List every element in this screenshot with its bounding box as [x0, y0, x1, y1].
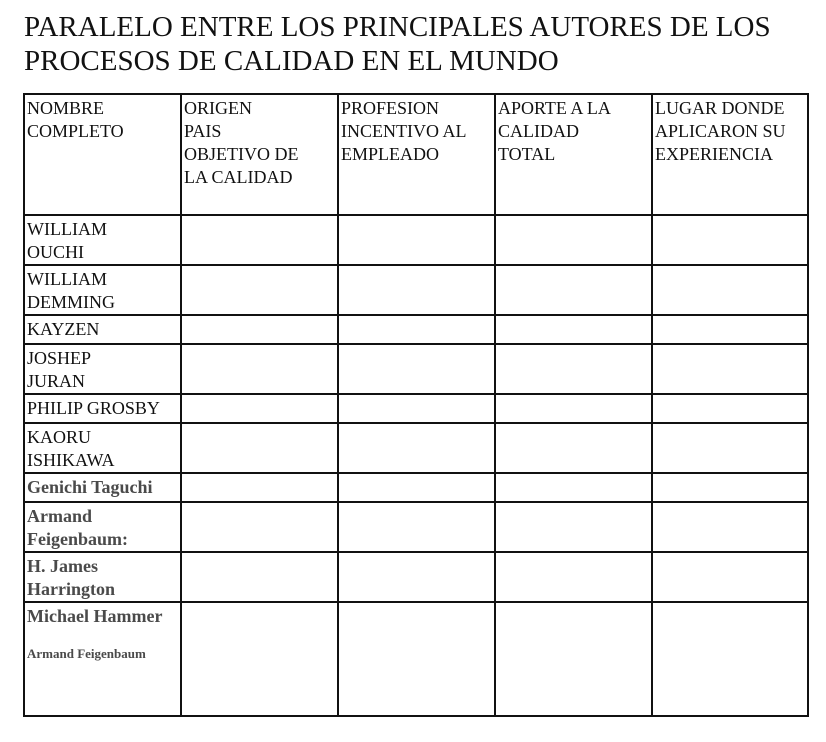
empty-cell	[338, 552, 495, 602]
header-text: EXPERIENCIA	[655, 144, 773, 164]
name-text: Genichi Taguchi	[27, 477, 153, 497]
empty-cell	[181, 265, 338, 315]
empty-cell	[652, 394, 808, 423]
empty-cell	[338, 502, 495, 552]
empty-cell	[495, 602, 652, 716]
name-text: Michael Hammer	[27, 606, 163, 626]
empty-cell	[652, 473, 808, 502]
header-cell-origen	[181, 94, 338, 215]
name-cell	[24, 344, 181, 394]
name-text: JURAN	[27, 371, 86, 391]
header-text: LA CALIDAD	[184, 167, 293, 187]
table-row	[24, 344, 808, 394]
name-cell	[24, 602, 181, 716]
empty-cell	[338, 602, 495, 716]
table-row	[24, 394, 808, 423]
comparison-table	[23, 93, 809, 717]
empty-cell	[495, 423, 652, 473]
empty-cell	[181, 552, 338, 602]
header-text: APLICARON SU	[655, 121, 786, 141]
page-title	[24, 10, 814, 78]
table-row	[24, 315, 808, 344]
name-text: OUCHI	[27, 242, 84, 262]
name-cell	[24, 423, 181, 473]
empty-cell	[338, 394, 495, 423]
empty-cell	[652, 423, 808, 473]
empty-cell	[181, 215, 338, 265]
name-text: H. James	[27, 556, 98, 576]
empty-cell	[495, 502, 652, 552]
header-cell-aporte	[495, 94, 652, 215]
header-text: PAIS	[184, 121, 222, 141]
empty-cell	[652, 602, 808, 716]
table-header-row	[24, 94, 808, 215]
empty-cell	[652, 552, 808, 602]
empty-cell	[338, 265, 495, 315]
header-text: INCENTIVO AL	[341, 121, 467, 141]
table-row	[24, 602, 808, 716]
header-text: OBJETIVO DE	[184, 144, 299, 164]
name-text: PHILIP GROSBY	[27, 398, 160, 418]
empty-cell	[338, 473, 495, 502]
empty-cell	[495, 215, 652, 265]
header-cell-nombre	[24, 94, 181, 215]
empty-cell	[181, 315, 338, 344]
name-text: KAYZEN	[27, 319, 100, 339]
empty-cell	[181, 473, 338, 502]
empty-cell	[338, 315, 495, 344]
table-row	[24, 502, 808, 552]
page-title-line-1: PARALELO ENTRE LOS PRINCIPALES AUTORES DE LOS	[24, 11, 771, 43]
name-text: KAORU	[27, 427, 92, 447]
header-text: LUGAR DONDE	[655, 98, 785, 118]
name-cell	[24, 552, 181, 602]
empty-cell	[652, 315, 808, 344]
header-text: APORTE A LA	[498, 98, 611, 118]
header-text: ORIGEN	[184, 98, 252, 118]
empty-cell	[495, 552, 652, 602]
name-note: Armand Feigenbaum	[27, 646, 146, 661]
name-text: WILLIAM	[27, 269, 107, 289]
empty-cell	[495, 315, 652, 344]
empty-cell	[181, 602, 338, 716]
name-cell	[24, 215, 181, 265]
header-text: CALIDAD	[498, 121, 579, 141]
table-row	[24, 423, 808, 473]
name-text: Armand	[27, 506, 93, 526]
empty-cell	[181, 502, 338, 552]
empty-cell	[338, 344, 495, 394]
name-cell	[24, 473, 181, 502]
table-row	[24, 215, 808, 265]
empty-cell	[652, 344, 808, 394]
table-row	[24, 265, 808, 315]
empty-cell	[495, 473, 652, 502]
empty-cell	[652, 215, 808, 265]
header-text: TOTAL	[498, 144, 556, 164]
name-text: DEMMING	[27, 292, 115, 312]
empty-cell	[338, 215, 495, 265]
empty-cell	[652, 265, 808, 315]
header-text: EMPLEADO	[341, 144, 439, 164]
empty-cell	[181, 394, 338, 423]
name-cell	[24, 315, 181, 344]
name-cell	[24, 502, 181, 552]
empty-cell	[338, 423, 495, 473]
empty-cell	[495, 344, 652, 394]
empty-cell	[495, 265, 652, 315]
header-cell-lugar	[652, 94, 808, 215]
empty-cell	[181, 344, 338, 394]
empty-cell	[181, 423, 338, 473]
name-text: WILLIAM	[27, 219, 107, 239]
header-text: COMPLETO	[27, 121, 124, 141]
name-text: Harrington	[27, 579, 115, 599]
header-text: NOMBRE	[27, 98, 105, 118]
header-cell-profesion	[338, 94, 495, 215]
name-text: JOSHEP	[27, 348, 92, 368]
page-title-line-2: PROCESOS DE CALIDAD EN EL MUNDO	[24, 45, 559, 77]
table-row	[24, 552, 808, 602]
empty-cell	[495, 394, 652, 423]
header-text: PROFESION	[341, 98, 440, 118]
name-cell	[24, 394, 181, 423]
table-row	[24, 473, 808, 502]
name-text: Feigenbaum:	[27, 529, 128, 549]
name-text: ISHIKAWA	[27, 450, 115, 470]
empty-cell	[652, 502, 808, 552]
name-cell	[24, 265, 181, 315]
